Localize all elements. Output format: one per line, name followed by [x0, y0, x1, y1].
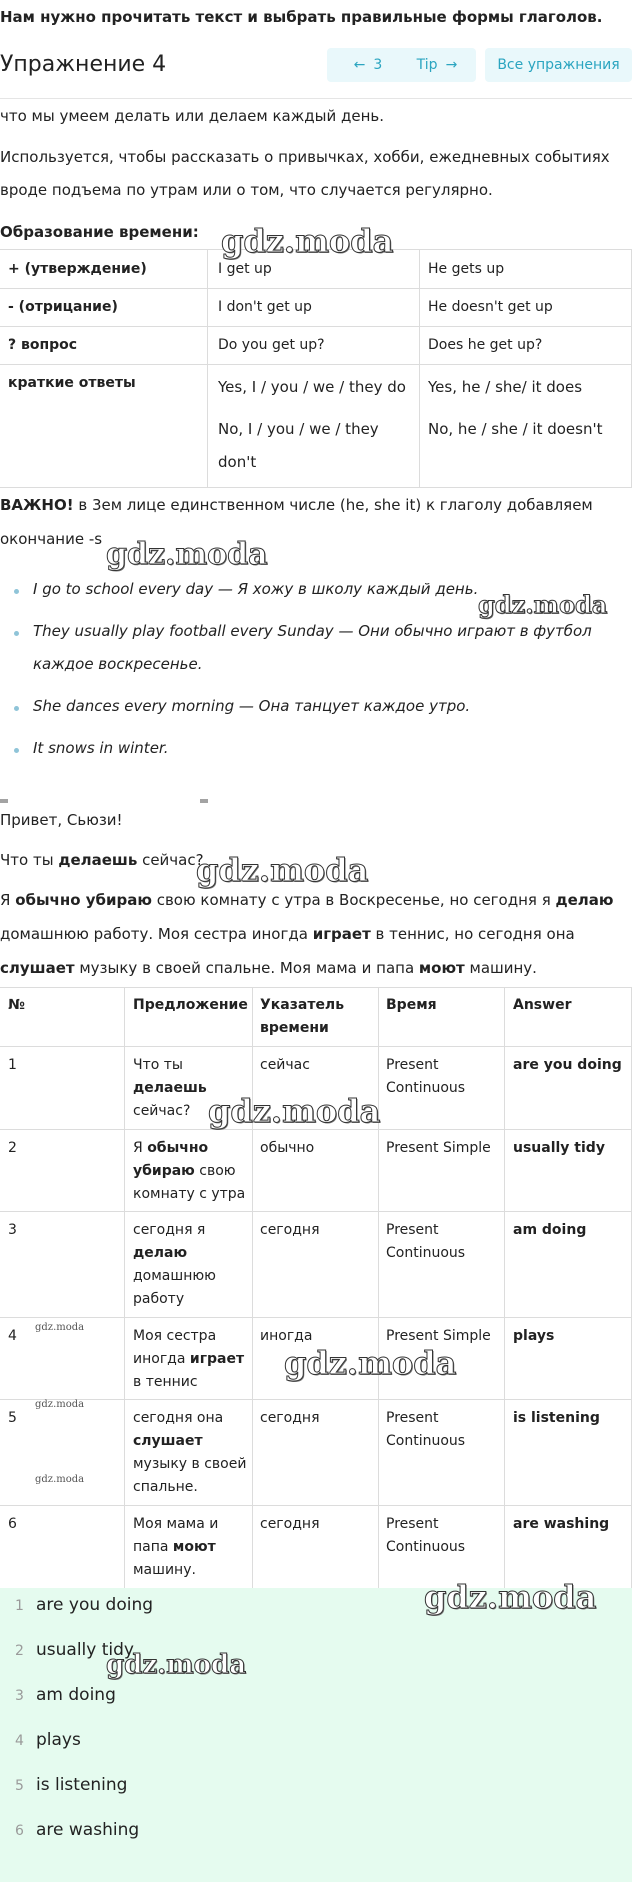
bullet	[14, 748, 19, 753]
tense: Continuous	[386, 1433, 466, 1449]
bullet	[14, 589, 19, 594]
example-item: It snows in winter.	[33, 739, 169, 757]
watermark: gdz.moda	[196, 851, 369, 889]
column-header-tense: Время	[386, 997, 437, 1013]
row-number: 5	[8, 1410, 17, 1426]
answer-text: is listening	[36, 1775, 128, 1795]
tense: Continuous	[386, 1080, 466, 1096]
bullet	[14, 631, 19, 636]
answer-cell: am doing	[513, 1222, 587, 1238]
cut-off-line	[0, 799, 320, 803]
table-row-label: краткие ответы	[8, 375, 136, 391]
example-item-continued: каждое воскресенье.	[33, 655, 203, 673]
sentence-line: домашнюю	[133, 1268, 216, 1284]
watermark: gdz.moda	[35, 1474, 85, 1485]
answer-cell: plays	[513, 1328, 555, 1344]
arrow-left-icon: ←	[353, 57, 366, 73]
time-marker: сегодня	[260, 1516, 320, 1532]
row-number: 3	[8, 1222, 17, 1238]
watermark: gdz.moda	[208, 1092, 381, 1130]
sentence-line: Моя мама и	[133, 1516, 219, 1532]
bullet	[14, 706, 19, 711]
table-cell: No, he / she / it doesn't	[428, 420, 603, 438]
watermark: gdz.moda	[35, 1399, 85, 1410]
watermark: gdz.moda	[35, 1322, 85, 1333]
table-row-label: + (утверждение)	[8, 261, 147, 277]
time-marker: сегодня	[260, 1410, 320, 1426]
table-cell: Yes, I / you / we / they do	[218, 378, 406, 396]
answer-text: plays	[36, 1730, 81, 1750]
table-cell: He doesn't get up	[428, 299, 553, 315]
table-cell: I don't get up	[218, 299, 312, 315]
sentence-line: сейчас?	[133, 1103, 191, 1119]
tense: Present	[386, 1222, 439, 1238]
watermark: gdz.moda	[284, 1344, 457, 1382]
letter-line-1: Я обычно убираю свою комнату с утра в Воскресенье, но сегодня я делаю	[0, 891, 614, 909]
all-exercises-button[interactable]: Все упражнения	[485, 48, 632, 82]
answer-cell: is listening	[513, 1410, 600, 1426]
time-marker: иногда	[260, 1328, 313, 1344]
answer-number: 2	[15, 1643, 24, 1659]
sentence-line: сегодня я	[133, 1222, 206, 1238]
sentence-line: работу	[133, 1291, 185, 1307]
sentence-line: иногда играет	[133, 1351, 245, 1367]
tense: Present Simple	[386, 1328, 491, 1344]
answer-cell: are you doing	[513, 1057, 622, 1073]
answer-number: 1	[15, 1598, 24, 1614]
tense: Present	[386, 1516, 439, 1532]
table-cell: don't	[218, 453, 257, 471]
table-cell: I get up	[218, 261, 272, 277]
formation-heading: Образование времени:	[0, 223, 199, 241]
table-cell: Do you get up?	[218, 337, 325, 353]
sentence-line: комнату с утра	[133, 1186, 246, 1202]
watermark: gdz.moda	[106, 1650, 247, 1680]
answer-number: 6	[15, 1823, 24, 1839]
answer-text: are you doing	[36, 1595, 154, 1615]
column-header-marker-2: времени	[260, 1020, 329, 1036]
column-header-number: №	[8, 997, 25, 1013]
example-item: I go to school every day — Я хожу в школу каждый день.	[33, 580, 479, 598]
row-number: 6	[8, 1516, 17, 1532]
letter-question: Что ты делаешь сейчас?	[0, 851, 204, 869]
sentence-line: делаешь	[133, 1080, 207, 1096]
sentence-line: Моя сестра	[133, 1328, 217, 1344]
tense: Present	[386, 1410, 439, 1426]
watermark: gdz.moda	[424, 1578, 597, 1616]
sentence-line: убираю свою	[133, 1163, 236, 1179]
row-number: 2	[8, 1140, 17, 1156]
table-cell: He gets up	[428, 261, 505, 277]
letter-line-3: слушает музыку в своей спальне. Моя мама и папа моют машину.	[0, 959, 537, 977]
table-cell: Does he get up?	[428, 337, 543, 353]
watermark: gdz.moda	[106, 537, 268, 572]
column-header-marker: Указатель	[260, 997, 345, 1013]
important-note: ВАЖНО! в 3ем лице единственном числе (he, she it) к глаголу добавляем	[0, 496, 593, 514]
table-row-label: - (отрицание)	[8, 299, 118, 315]
sentence-line: слушает	[133, 1433, 203, 1449]
sentence-line: сегодня она	[133, 1410, 224, 1426]
table-cell: No, I / you / we / they	[218, 420, 379, 438]
tense: Present Simple	[386, 1140, 491, 1156]
tip-button[interactable]: Tip →	[398, 48, 476, 82]
letter-greeting: Привет, Сьюзи!	[0, 811, 123, 829]
header-divider	[0, 98, 632, 99]
answer-cell: are washing	[513, 1516, 610, 1532]
sentence-line: папа моют	[133, 1539, 216, 1555]
sentence-line: Я обычно	[133, 1140, 209, 1156]
example-item: They usually play football every Sunday — Они обычно играют в футбол	[33, 622, 592, 640]
theory-line-1: что мы умеем делать или делаем каждый день.	[0, 107, 384, 125]
tense: Continuous	[386, 1245, 466, 1261]
arrow-right-icon: →	[445, 57, 458, 73]
answer-text: usually tidy	[36, 1640, 134, 1660]
answer-number: 3	[15, 1688, 24, 1704]
example-item: She dances every morning — Она танцует каждое утро.	[33, 697, 471, 715]
answer-text: am doing	[36, 1685, 116, 1705]
answer-number: 5	[15, 1778, 24, 1794]
sentence-line: Что ты	[133, 1057, 183, 1073]
watermark: gdz.moda	[221, 222, 394, 260]
tense: Continuous	[386, 1539, 466, 1555]
time-marker: сегодня	[260, 1222, 320, 1238]
table-cell: Yes, he / she/ it does	[428, 378, 583, 396]
answers-panel	[0, 1588, 632, 1882]
sentence-line: спальне.	[133, 1479, 198, 1495]
tense: Present	[386, 1057, 439, 1073]
table-row-label: ? вопрос	[8, 337, 78, 353]
exercise-title: Упражнение 4	[0, 52, 167, 77]
sentence-line: музыку в своей	[133, 1456, 247, 1472]
sentence-line: делаю	[133, 1245, 188, 1261]
instruction-text: Нам нужно прочитать текст и выбрать правильные формы глаголов.	[0, 8, 603, 26]
sentence-line: в теннис	[133, 1374, 198, 1390]
row-number: 4	[8, 1328, 17, 1344]
theory-line-2: Используется, чтобы рассказать о привычках, хобби, ежедневных событиях	[0, 148, 610, 166]
column-header-answer: Answer	[513, 997, 572, 1013]
time-marker: сейчас	[260, 1057, 310, 1073]
time-marker: обычно	[260, 1140, 315, 1156]
watermark: gdz.moda	[478, 590, 608, 619]
row-number: 1	[8, 1057, 17, 1073]
answer-text: are washing	[36, 1820, 140, 1840]
theory-line-3: вроде подъема по утрам или о том, что случается регулярно.	[0, 181, 493, 199]
column-header-sentence: Предложение	[133, 997, 248, 1013]
answer-cell: usually tidy	[513, 1140, 605, 1156]
answer-number: 4	[15, 1733, 24, 1749]
sentence-line: машину.	[133, 1562, 196, 1578]
important-note-line-2: окончание -s	[0, 530, 103, 548]
prev-exercise-button[interactable]: ← 3	[327, 48, 409, 82]
letter-line-2: домашнюю работу. Моя сестра иногда играет в теннис, но сегодня она	[0, 925, 575, 943]
